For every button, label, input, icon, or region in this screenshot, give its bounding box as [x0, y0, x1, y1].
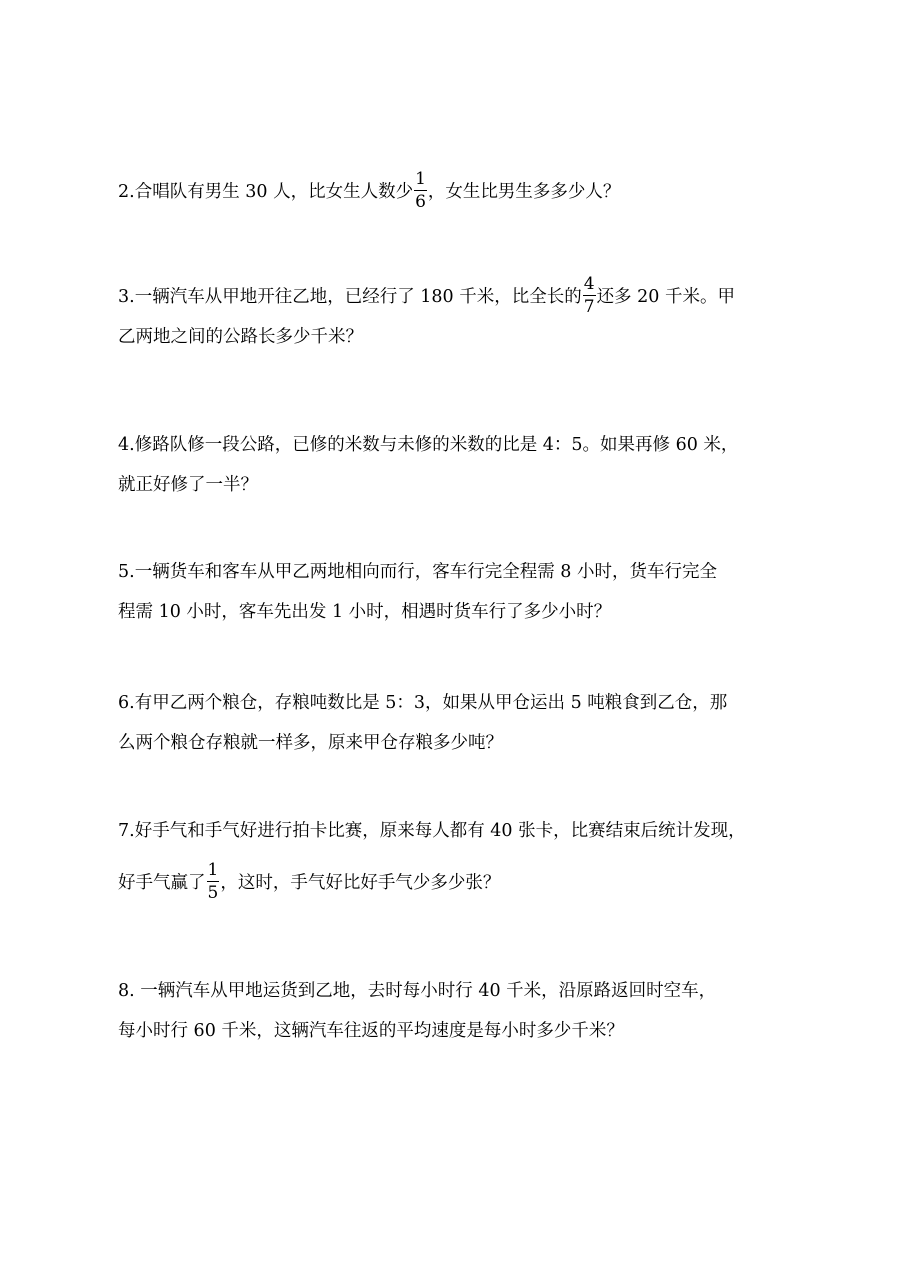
problem-3	[118, 273, 808, 357]
problem-8	[118, 971, 808, 1051]
problem-8-line-1: 8. 一辆汽车从甲地运货到乙地，去时每小时行 40 千米，沿原路返回时空车，	[118, 981, 717, 1001]
problem-4-line-2: 就正好修了一半？	[118, 475, 258, 495]
problem-5	[118, 552, 808, 632]
problem-3-line-1	[118, 273, 808, 317]
problem-3-text-before: 3.一辆汽车从甲地开往乙地，已经行了 180 千米，比全长的	[118, 287, 582, 307]
problem-7-text-after: ，这时，手气好比好手气少多少张？	[220, 873, 501, 893]
problem-5-line-2: 程需 10 小时，客车先出发 1 小时，相遇时货车行了多少小时？	[118, 602, 612, 622]
fraction-numerator: 4	[583, 273, 595, 294]
fraction-one-sixth	[414, 168, 427, 212]
problem-4-line-1: 4.修路队修一段公路，已修的米数与未修的米数的比是 4：5。如果再修 60 米，	[118, 435, 739, 455]
problem-3-text-after: 还多 20 千米。甲	[596, 287, 735, 307]
fraction-one-fifth	[207, 859, 220, 903]
problem-6-line-1: 6.有甲乙两个粮仓，存粮吨数比是 5：3，如果从甲仓运出 5 吨粮食到乙仓，那	[118, 693, 728, 713]
problem-2-text-before: 2.合唱队有男生 30 人，比女生人数少	[118, 182, 414, 202]
problem-7-text-before: 好手气赢了	[118, 873, 206, 893]
problem-6	[118, 683, 808, 763]
problem-7-line-2	[118, 859, 808, 903]
problem-2-text-after: ，女生比男生多多少人？	[427, 182, 621, 202]
problem-8-line-2: 每小时行 60 千米，这辆汽车往返的平均速度是每小时多少千米？	[118, 1021, 624, 1041]
fraction-denominator: 5	[207, 882, 219, 903]
fraction-four-sevenths	[583, 273, 596, 317]
problem-2-line-1	[118, 168, 808, 212]
problem-7	[118, 811, 808, 903]
fraction-numerator: 1	[415, 168, 426, 189]
problem-3-line-2: 乙两地之间的公路长多少千米？	[118, 327, 363, 347]
fraction-denominator: 7	[583, 296, 595, 317]
problem-4	[118, 425, 808, 505]
problem-2	[118, 168, 808, 212]
fraction-numerator: 1	[207, 859, 219, 880]
problem-7-line-1: 7.好手气和手气好进行拍卡比赛，原来每人都有 40 张卡，比赛结束后统计发现，	[118, 821, 746, 841]
fraction-denominator: 6	[415, 191, 426, 212]
problem-5-line-1: 5.一辆货车和客车从甲乙两地相向而行，客车行完全程需 8 小时，货车行完全	[118, 562, 717, 582]
problem-6-line-2: 么两个粮仓存粮就一样多，原来甲仓存粮多少吨？	[118, 733, 503, 753]
